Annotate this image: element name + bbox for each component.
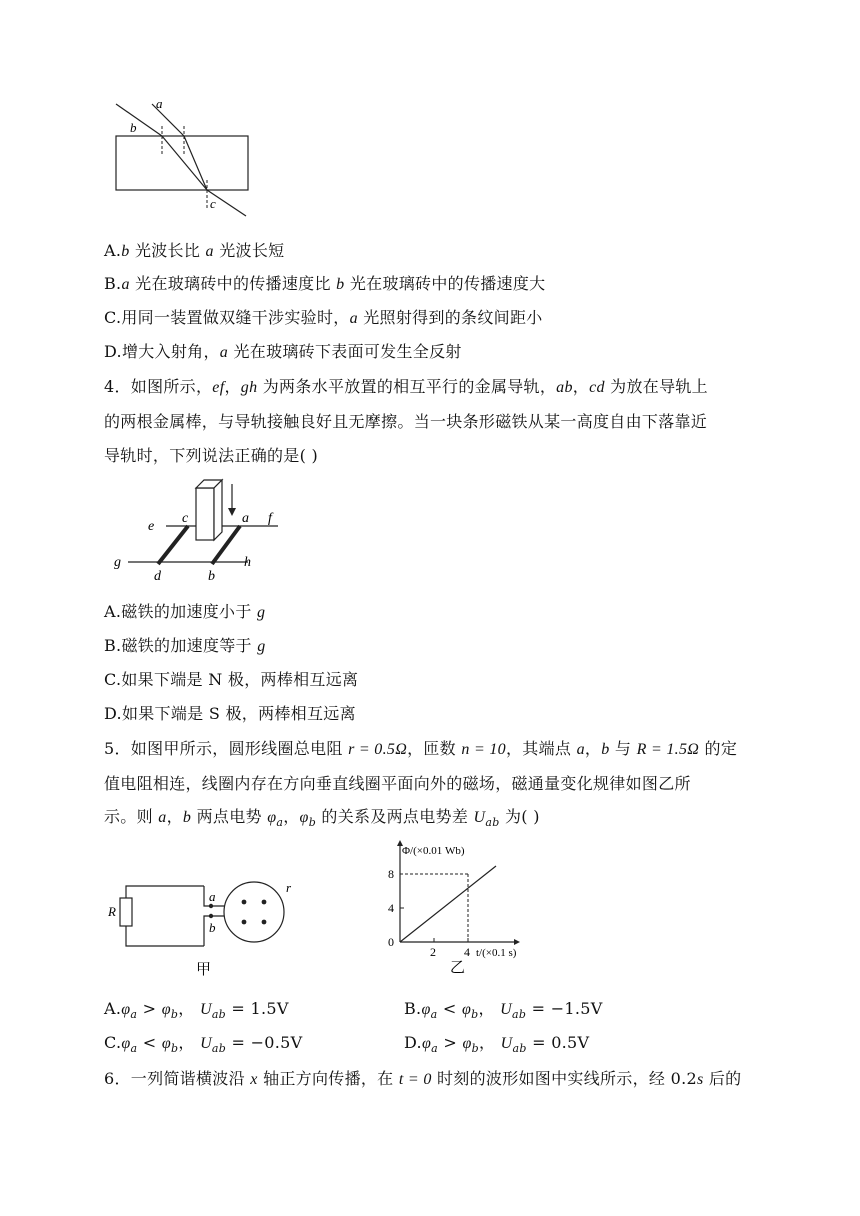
fig3-label-a: a <box>156 96 163 111</box>
q4-option-a: A.磁铁的加速度小于 g <box>104 602 266 621</box>
flux-caption: 乙 <box>450 960 466 976</box>
flux-graph-yi <box>380 838 540 978</box>
q4-stem-line3: 导轨时，下列说法正确的是( ) <box>104 446 319 465</box>
q4-option-b: B.磁铁的加速度等于 g <box>104 636 266 655</box>
circuit-caption: 甲 <box>196 962 212 978</box>
rail-label-e: e <box>148 519 155 534</box>
flux-xtick-2: 2 <box>430 945 436 959</box>
circuit-figure-jia <box>108 856 308 980</box>
q3-option-c: C.用同一装置做双缝干涉实验时，a 光照射得到的条纹间距小 <box>104 308 543 327</box>
q5-option-d: $D.\varphi_a > \varphi_b$， $U_{ab} = 0.5V$ <box>404 1033 590 1056</box>
rail-label-b: b <box>208 569 215 584</box>
rail-label-d: d <box>154 569 161 584</box>
flux-ylabel: Φ/(×0.01 Wb) <box>402 845 465 857</box>
q3-option-b: B.a 光在玻璃砖中的传播速度比 b 光在玻璃砖中的传播速度大 <box>104 274 546 293</box>
rail-label-a: a <box>242 511 249 526</box>
rails-magnet-figure <box>108 474 288 586</box>
q4-option-c: C.如果下端是 N 极，两棒相互远离 <box>104 670 359 689</box>
q5-option-c: $C.\varphi_a < \varphi_b$， $U_{ab} = -0.5V$ <box>104 1033 303 1056</box>
rail-label-f: f <box>268 511 272 526</box>
flux-ytick-4: 4 <box>388 901 394 915</box>
rail-label-g: g <box>114 555 121 570</box>
q5-stem-line2: 值电阻相连，线圈内存在方向垂直线圈平面向外的磁场，磁通量变化规律如图乙所 <box>104 774 691 793</box>
rail-label-h: h <box>244 555 251 570</box>
q5-stem-line3: 示。则 a，b 两点电势 $\varphi_a$，$\varphi_b$ 的关系及两点电势差 $U_{ab}$ 为( ) <box>104 807 540 830</box>
flux-xlabel: t/(×0.1 s) <box>476 947 517 959</box>
q4-stem-line1: 4．如图所示，ef，gh 为两条水平放置的相互平行的金属导轨，ab，cd 为放在导轨上 <box>104 377 708 396</box>
flux-xtick-4: 4 <box>464 945 470 959</box>
flux-ytick-0: 0 <box>388 935 394 949</box>
circuit-label-b: b <box>209 920 216 935</box>
q3-option-d: D.增大入射角，a 光在玻璃砖下表面可发生全反射 <box>104 342 462 361</box>
refraction-figure <box>104 92 264 222</box>
q6-stem-line1: 6．一列简谐横波沿 x 轴正方向传播，在 t = 0 时刻的波形如图中实线所示，经 0.2s 后的 <box>104 1069 742 1088</box>
q4-option-d: D.如果下端是 S 极，两棒相互远离 <box>104 704 356 723</box>
q4-stem-line2: 的两根金属棒，与导轨接触良好且无摩擦。当一块条形磁铁从某一高度自由下落靠近 <box>104 412 708 431</box>
circuit-label-R: R <box>108 904 116 919</box>
q5-option-a: $A.\varphi_a > \varphi_b$， $U_{ab} = 1.5V$ <box>104 999 289 1022</box>
circuit-label-r: r <box>286 880 292 895</box>
rail-label-c: c <box>182 511 189 526</box>
circuit-label-a: a <box>209 889 216 904</box>
fig3-label-c: c <box>210 196 216 211</box>
q5-option-b: $B.\varphi_a < \varphi_b$， $U_{ab} = -1.5V$ <box>404 999 603 1022</box>
fig3-label-b: b <box>130 120 137 135</box>
flux-ytick-8: 8 <box>388 867 394 881</box>
q5-stem-line1: 5．如图甲所示，圆形线圈总电阻 r = 0.5Ω，匝数 n = 10，其端点 a，b 与 R = 1.5Ω 的定 <box>104 739 738 758</box>
q3-option-a: A.b 光波长比 a 光波长短 <box>104 241 285 260</box>
